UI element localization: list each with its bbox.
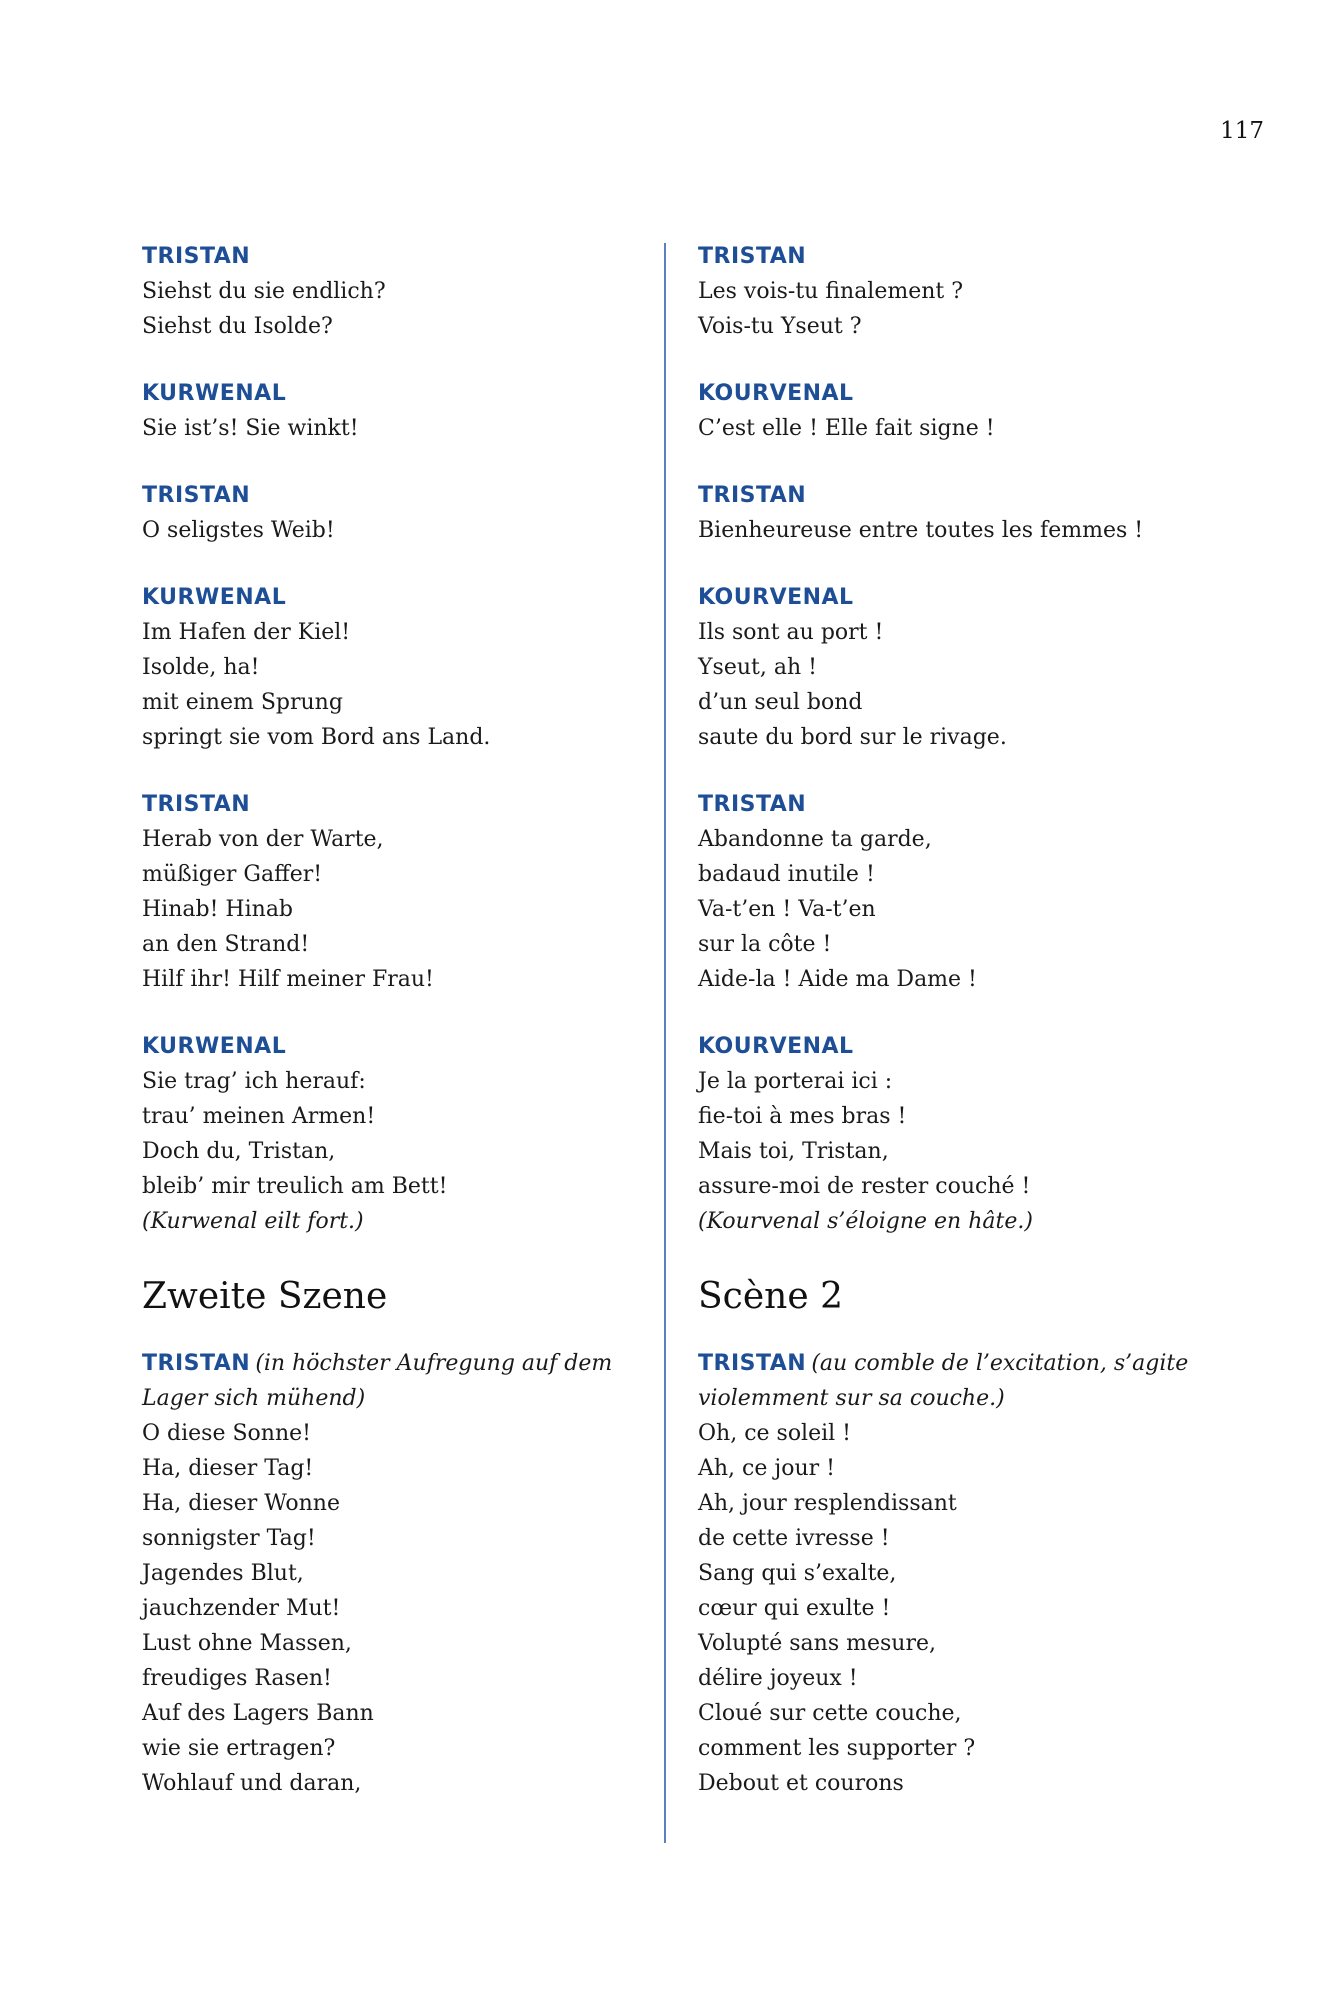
scene-dialogue-block <box>142 1347 672 1801</box>
speaker-name: TRISTAN <box>142 1351 251 1376</box>
speaker-name: KOURVENAL <box>698 585 854 610</box>
dialogue-block <box>698 1030 1228 1239</box>
verse-line: Debout et courons <box>698 1771 904 1796</box>
verse-line: jauchzender Mut! <box>142 1596 341 1621</box>
verse-line: Auf des Lagers Bann <box>142 1701 374 1726</box>
verse-line: Ah, jour resplendissant <box>698 1491 957 1516</box>
french-column <box>698 240 1228 1834</box>
speaker-name: TRISTAN <box>698 1351 807 1376</box>
verse-line: fie-toi à mes bras ! <box>698 1104 907 1129</box>
verse-line: Ah, ce jour ! <box>698 1456 835 1481</box>
verse-line: springt sie vom Bord ans Land. <box>142 725 491 750</box>
scene-title: Scène 2 <box>698 1276 843 1317</box>
verse-line: Sie trag’ ich herauf: <box>142 1069 366 1094</box>
verse-line: badaud inutile ! <box>698 862 875 887</box>
verse-line: Va-t’en ! Va-t’en <box>698 897 876 922</box>
dialogue-block <box>142 788 672 997</box>
dialogue-block <box>142 240 672 344</box>
verse-line: Hilf ihr! Hilf meiner Frau! <box>142 967 434 992</box>
verse-line: Siehst du Isolde? <box>142 314 333 339</box>
verse-line: bleib’ mir treulich am Bett! <box>142 1174 448 1199</box>
speaker-name: TRISTAN <box>698 483 807 508</box>
verse-line: Jagendes Blut, <box>142 1561 304 1586</box>
verse-line: délire joyeux ! <box>698 1666 858 1691</box>
verse-line: comment les supporter ? <box>698 1736 976 1761</box>
stage-direction: (in höchster Aufregung auf dem <box>255 1351 613 1376</box>
page-number: 117 <box>1220 118 1264 144</box>
verse-line: Siehst du sie endlich? <box>142 279 386 304</box>
verse-line: Les vois-tu finalement ? <box>698 279 964 304</box>
stage-direction: (Kourvenal s’éloigne en hâte.) <box>698 1209 1033 1234</box>
verse-line: Wohlauf und daran, <box>142 1771 362 1796</box>
verse-line: müßiger Gaffer! <box>142 862 323 887</box>
dialogue-block <box>142 377 672 446</box>
verse-line: Ils sont au port ! <box>698 620 884 645</box>
verse-line: cœur qui exulte ! <box>698 1596 891 1621</box>
stage-direction: (au comble de l’excitation, s’agite <box>811 1351 1189 1376</box>
verse-line: saute du bord sur le rivage. <box>698 725 1007 750</box>
dialogue-block <box>142 1030 672 1239</box>
verse-line: Sie ist’s! Sie winkt! <box>142 416 359 441</box>
speaker-name: KURWENAL <box>142 1034 287 1059</box>
german-column <box>142 240 672 1834</box>
dialogue-block <box>698 479 1228 548</box>
verse-line: Abandonne ta garde, <box>698 827 932 852</box>
dialogue-block <box>698 240 1228 344</box>
verse-line: Doch du, Tristan, <box>142 1139 336 1164</box>
verse-line: mit einem Sprung <box>142 690 343 715</box>
verse-line: trau’ meinen Armen! <box>142 1104 376 1129</box>
speaker-name: KOURVENAL <box>698 381 854 406</box>
speaker-name: TRISTAN <box>698 792 807 817</box>
verse-line: sur la côte ! <box>698 932 832 957</box>
verse-line: O seligstes Weib! <box>142 518 335 543</box>
speaker-name: KURWENAL <box>142 585 287 610</box>
verse-line: Herab von der Warte, <box>142 827 384 852</box>
speaker-name: KOURVENAL <box>698 1034 854 1059</box>
verse-line: Im Hafen der Kiel! <box>142 620 351 645</box>
speaker-name: TRISTAN <box>698 244 807 269</box>
verse-line: Sang qui s’exalte, <box>698 1561 897 1586</box>
verse-line: Aide-la ! Aide ma Dame ! <box>698 967 977 992</box>
verse-line: Ha, dieser Wonne <box>142 1491 340 1516</box>
dialogue-block <box>698 581 1228 755</box>
verse-line: Oh, ce soleil ! <box>698 1421 852 1446</box>
verse-line: Vois-tu Yseut ? <box>698 314 862 339</box>
dialogue-block <box>142 581 672 755</box>
scene-dialogue-block <box>698 1347 1228 1801</box>
dialogue-block <box>142 479 672 548</box>
verse-line: an den Strand! <box>142 932 310 957</box>
dialogue-block <box>698 377 1228 446</box>
verse-line: Mais toi, Tristan, <box>698 1139 889 1164</box>
verse-line: Yseut, ah ! <box>698 655 817 680</box>
verse-line: d’un seul bond <box>698 690 863 715</box>
verse-line: assure-moi de rester couché ! <box>698 1174 1031 1199</box>
verse-line: Cloué sur cette couche, <box>698 1701 962 1726</box>
verse-line: Ha, dieser Tag! <box>142 1456 314 1481</box>
speaker-name: TRISTAN <box>142 483 251 508</box>
verse-line: Lust ohne Massen, <box>142 1631 352 1656</box>
verse-line: Bienheureuse entre toutes les femmes ! <box>698 518 1144 543</box>
stage-direction: Lager sich mühend) <box>142 1386 366 1411</box>
verse-line: Je la porterai ici : <box>698 1069 893 1094</box>
verse-line: Isolde, ha! <box>142 655 260 680</box>
verse-line: freudiges Rasen! <box>142 1666 332 1691</box>
speaker-name: KURWENAL <box>142 381 287 406</box>
speaker-name: TRISTAN <box>142 244 251 269</box>
verse-line: sonnigster Tag! <box>142 1526 316 1551</box>
verse-line: C’est elle ! Elle fait signe ! <box>698 416 995 441</box>
speaker-direction-line <box>142 1347 672 1381</box>
stage-direction: (Kurwenal eilt fort.) <box>142 1209 364 1234</box>
verse-line: wie sie ertragen? <box>142 1736 336 1761</box>
verse-line: Volupté sans mesure, <box>698 1631 936 1656</box>
scene-title: Zweite Szene <box>142 1276 388 1317</box>
stage-direction: violemment sur sa couche.) <box>698 1386 1005 1411</box>
speaker-direction-line <box>698 1347 1228 1381</box>
dialogue-block <box>698 788 1228 997</box>
verse-line: de cette ivresse ! <box>698 1526 890 1551</box>
verse-line: O diese Sonne! <box>142 1421 311 1446</box>
speaker-name: TRISTAN <box>142 792 251 817</box>
verse-line: Hinab! Hinab <box>142 897 294 922</box>
